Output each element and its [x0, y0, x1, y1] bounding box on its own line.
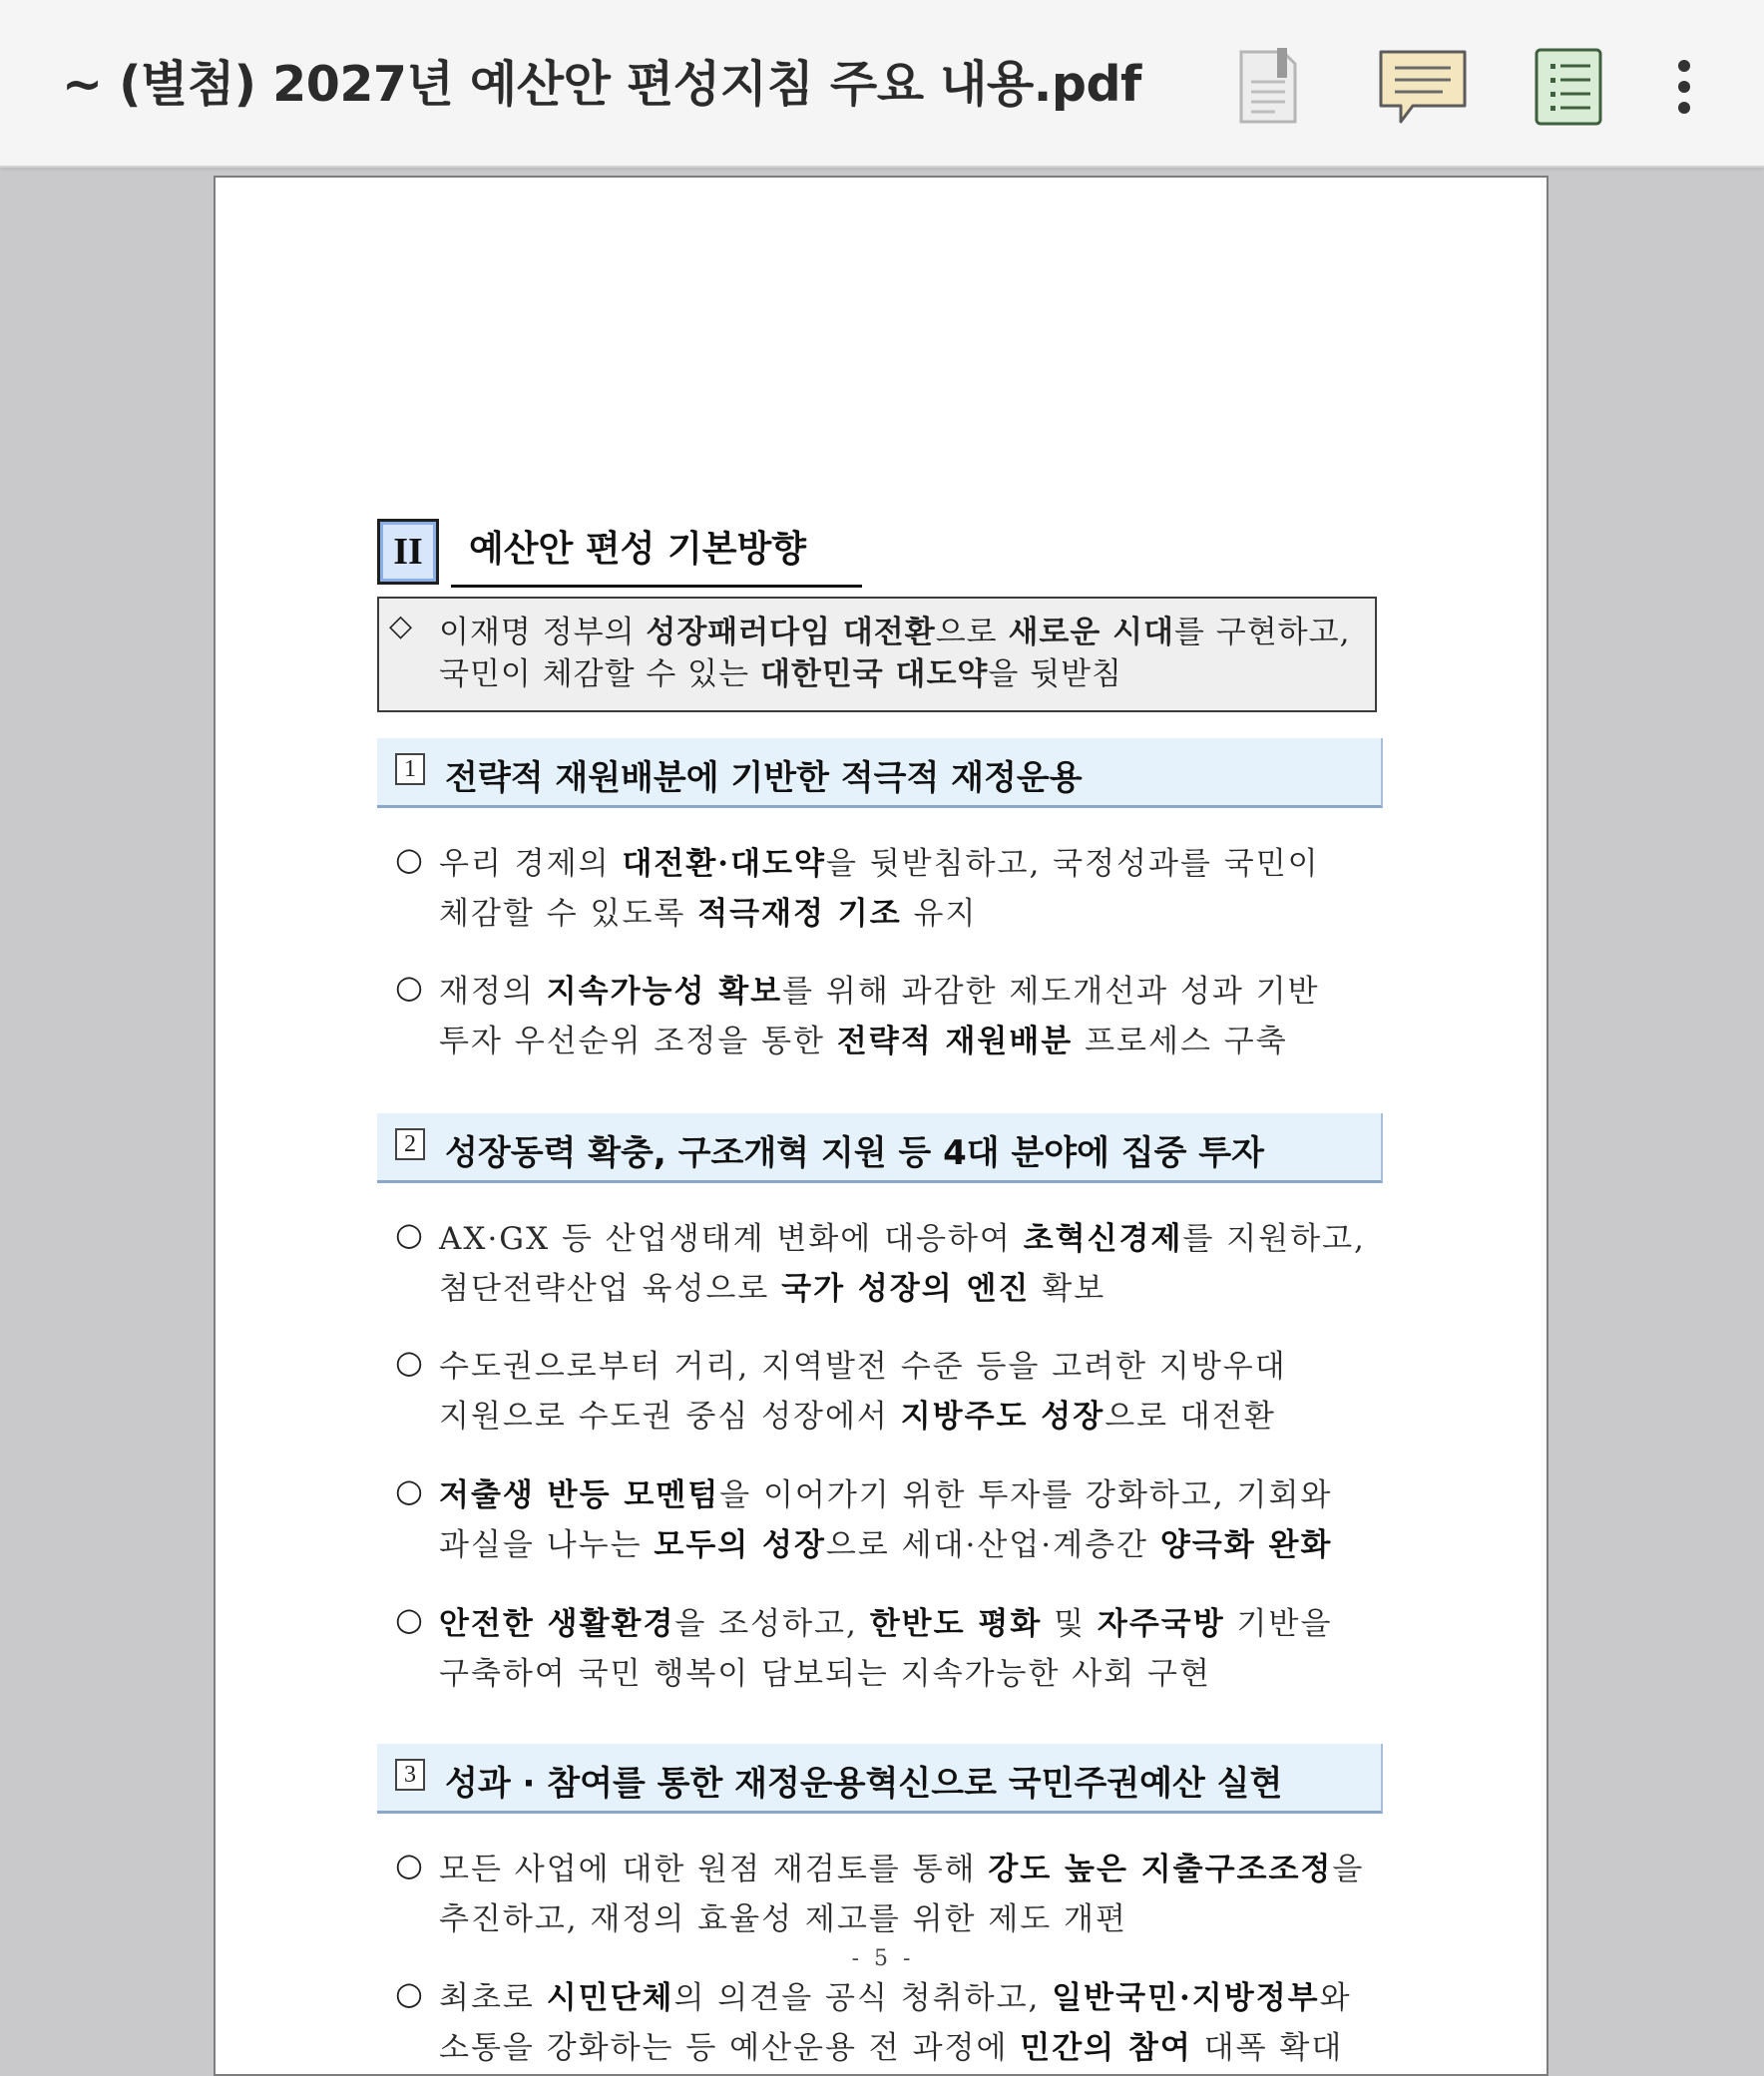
text-run: 으로 대전환 — [1104, 1399, 1276, 1435]
subsection-title: 성과 · 참여를 통한 재정운용혁신으로 국민주권예산 실현 — [445, 1764, 1283, 1804]
text-run: 으로 — [935, 615, 1009, 650]
bold-text-run: 민간의 참여 — [1020, 2030, 1192, 2066]
bullet-line — [439, 1016, 1288, 1060]
text-run: 을 — [1332, 1852, 1365, 1887]
text-run: 우리 경제의 — [439, 846, 623, 882]
bullet-line — [439, 1648, 1211, 1693]
text-run: 및 — [1042, 1606, 1098, 1642]
bullet-line — [439, 1263, 1105, 1308]
bold-text-run: 강도 높은 지출구조조정 — [988, 1852, 1333, 1887]
section-title: 예산안 편성 기본방향 — [469, 529, 807, 570]
bullet-line — [439, 1213, 1366, 1258]
bold-text-run: 전략적 재원배분 — [836, 1024, 1074, 1059]
summary-box — [377, 597, 1377, 712]
outline-list-icon[interactable] — [1527, 44, 1612, 130]
pdf-page — [214, 176, 1548, 2076]
comment-icon[interactable] — [1373, 44, 1473, 130]
bullet-line — [439, 1469, 1332, 1514]
bullet-circle-icon: ○ — [395, 968, 423, 1006]
bullet-circle-icon: ○ — [395, 1974, 423, 2012]
bullet-circle-icon: ○ — [395, 840, 423, 878]
bullet-circle-icon: ○ — [395, 1343, 423, 1381]
text-run: 추진하고, 재정의 효율성 제고를 위한 제도 개편 — [439, 1901, 1127, 1937]
diamond-icon: ◇ — [389, 609, 413, 643]
text-run: 소통을 강화하는 등 예산운용 전 과정에 — [439, 2030, 1021, 2066]
subsection-number: 1 — [395, 753, 425, 785]
text-run: 지원으로 수도권 중심 성장에서 — [439, 1399, 901, 1435]
text-run: 을 뒷받침하고, 국정성과를 국민이 — [825, 846, 1320, 882]
more-vert-icon[interactable] — [1664, 44, 1704, 130]
text-run: 을 뒷받침 — [988, 656, 1122, 692]
text-run: 국민이 체감할 수 있는 — [439, 656, 760, 692]
text-run: 대폭 확대 — [1191, 2030, 1344, 2066]
top-toolbar — [0, 0, 1764, 168]
bullet-line — [439, 1391, 1276, 1436]
page-number: - 5 - — [851, 1946, 915, 1971]
subsection-title: 성장동력 확충, 구조개혁 지원 등 4대 분야에 집중 투자 — [445, 1133, 1264, 1173]
bold-text-run: 일반국민·지방정부 — [1052, 1980, 1320, 2016]
bullet-line — [439, 1341, 1287, 1386]
text-run: 를 구현하고, — [1173, 615, 1351, 650]
bold-text-run: 국가 성장의 엔진 — [781, 1271, 1031, 1307]
bullet-circle-icon: ○ — [395, 1215, 423, 1253]
bold-text-run: 안전한 생활환경 — [439, 1606, 675, 1642]
bullet-line — [439, 888, 977, 933]
section-underline — [451, 585, 862, 588]
subsection-number: 2 — [395, 1128, 425, 1160]
bullet-circle-icon: ○ — [395, 1600, 423, 1638]
text-run: 모든 사업에 대한 원점 재검토를 통해 — [439, 1852, 989, 1887]
text-run: 첨단전략산업 육성으로 — [439, 1271, 782, 1307]
bold-text-run: 대전환·대도약 — [622, 846, 826, 882]
section-number: II — [377, 519, 439, 585]
bullet-line — [439, 1598, 1332, 1643]
bullet-line — [439, 1519, 1332, 1564]
summary-line — [439, 648, 1122, 693]
text-run: 를 위해 과감한 제도개선과 성과 기반 — [782, 974, 1320, 1010]
text-run: 과실을 나누는 — [439, 1527, 655, 1563]
text-run: 재정의 — [439, 974, 547, 1010]
text-run: 구축하여 국민 행복이 담보되는 지속가능한 사회 구현 — [439, 1656, 1211, 1692]
text-run: 을 조성하고, — [674, 1606, 870, 1642]
bullet-circle-icon: ○ — [395, 1846, 423, 1883]
subsection-title: 전략적 재원배분에 기반한 적극적 재정운용 — [445, 758, 1083, 798]
subsection-header — [377, 738, 1383, 808]
bold-text-run: 성장패러다임 대전환 — [646, 615, 936, 650]
bullet-circle-icon: ○ — [395, 1471, 423, 1509]
text-run: 와 — [1319, 1980, 1352, 2016]
text-run: 프로세스 구축 — [1073, 1024, 1288, 1059]
subsection-number: 3 — [395, 1759, 425, 1791]
text-run: 으로 세대·산업·계층간 — [825, 1527, 1160, 1563]
bullet-line — [439, 1844, 1364, 1888]
bullet-line — [439, 966, 1320, 1011]
text-run: AX·GX 등 산업생태계 변화에 대응하여 — [439, 1221, 1024, 1257]
bold-text-run: 자주국방 — [1097, 1606, 1225, 1642]
text-run: 수도권으로부터 거리, 지역발전 수준 등을 고려한 지방우대 — [439, 1349, 1287, 1385]
bold-text-run: 한반도 평화 — [869, 1606, 1043, 1642]
text-run: 확보 — [1030, 1271, 1106, 1307]
text-run: 최초로 — [439, 1980, 547, 2016]
bold-text-run: 새로운 시대 — [1008, 615, 1174, 650]
text-run: 를 지원하고, — [1182, 1221, 1366, 1257]
bullet-line — [439, 2022, 1343, 2067]
bold-text-run: 적극재정 기조 — [697, 896, 902, 932]
bold-text-run: 지속가능성 확보 — [546, 974, 783, 1010]
bold-text-run: 시민단체 — [546, 1980, 674, 2016]
text-run: 유지 — [901, 896, 978, 932]
bold-text-run: 초혁신경제 — [1023, 1221, 1183, 1257]
text-run: 투자 우선순위 조정을 통한 — [439, 1024, 837, 1059]
bold-text-run: 양극화 완화 — [1159, 1527, 1333, 1563]
bullet-line — [439, 838, 1320, 883]
bold-text-run: 지방주도 성장 — [900, 1399, 1105, 1435]
text-run: 기반을 — [1224, 1606, 1333, 1642]
text-run: 이재명 정부의 — [439, 615, 647, 650]
document-icon[interactable] — [1225, 44, 1311, 130]
bold-text-run: 저출생 반등 모멘텀 — [439, 1477, 720, 1513]
bullet-line — [439, 1893, 1127, 1938]
summary-line — [439, 607, 1350, 651]
text-run: 을 이어가기 위한 투자를 강화하고, 기회와 — [719, 1477, 1333, 1513]
bold-text-run: 모두의 성장 — [654, 1527, 826, 1563]
section-header — [377, 517, 876, 597]
subsection-header — [377, 1744, 1383, 1814]
text-run: 의 의견을 공식 청취하고, — [673, 1980, 1053, 2016]
text-run: 체감할 수 있도록 — [439, 896, 698, 932]
bullet-line — [439, 1972, 1352, 2017]
document-title: ~ (별첨) 2027년 예산안 편성지침 주요 내용.pdf — [62, 56, 1141, 113]
subsection-header — [377, 1113, 1383, 1183]
bold-text-run: 대한민국 대도약 — [759, 656, 989, 692]
